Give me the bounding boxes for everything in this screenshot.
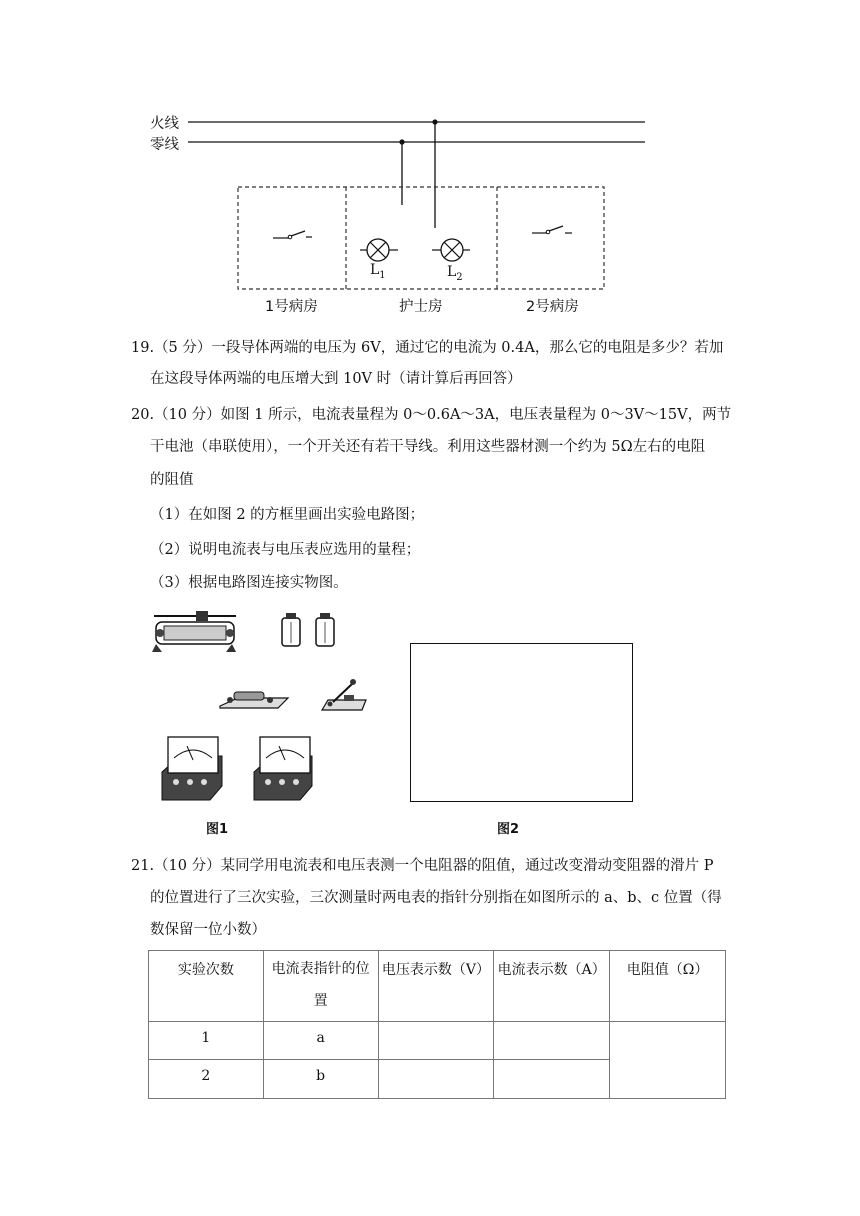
results-table <box>148 950 726 1099</box>
cell-voltage <box>378 1022 494 1060</box>
switch-1-symbol <box>273 231 312 239</box>
q21-line-1: 21.（10 分）某同学用电流表和电压表测一个电阻器的阻值，通过改变滑动变阻器的滑片 P <box>131 858 714 874</box>
lamp-l2-symbol <box>432 239 470 261</box>
q20-line-3: 的阻值 <box>150 472 194 488</box>
lamp-l1-label: $L_1$ <box>370 262 386 281</box>
q19-line-1: 19.（5 分）一段导体两端的电压为 6V，通过它的电流为 0.4A，那么它的电阻是多少？若加 <box>131 340 724 356</box>
rooms-outline <box>238 187 604 289</box>
live-wire-label: 火线 <box>150 116 179 132</box>
switch-2-symbol <box>532 226 572 234</box>
rheostat-drawing <box>152 611 236 652</box>
room-2-label: 2号病房 <box>526 299 579 315</box>
header-resistance: 电阻值（Ω） <box>610 951 726 1022</box>
neutral-wire-label: 零线 <box>150 137 179 153</box>
lamp-l1-symbol <box>360 239 398 261</box>
cell-current <box>494 1022 610 1060</box>
cell-trial: 1 <box>149 1022 264 1060</box>
cell-resistance <box>610 1022 726 1099</box>
nurse-room-label: 护士房 <box>399 299 443 315</box>
lamp-l2-label: $L_2$ <box>447 264 463 283</box>
q20-line-2: 干电池（串联使用），一个开关还有若干导线。利用这些器材测一个约为 5Ω左右的电阻 <box>150 439 706 455</box>
cell-voltage <box>378 1060 494 1099</box>
q20-sub-2: （2）说明电流表与电压表应选用的量程； <box>150 542 421 558</box>
table-header-row <box>149 951 726 1022</box>
cell-current <box>494 1060 610 1099</box>
voltmeter-drawing <box>254 737 312 800</box>
q21-line-2: 的位置进行了三次实验，三次测量时两电表的指针分别指在如图所示的 a、b、c 位置（得 <box>150 890 722 906</box>
fig1-caption: 图1 <box>206 822 229 837</box>
q20-line-1: 20.（10 分）如图 1 所示，电流表量程为 0～0.6A～3A，电压表量程为 0～3V～15V，两节 <box>131 407 732 423</box>
q19-line-2: 在这段导体两端的电压增大到 10V 时（请计算后再回答） <box>150 371 522 387</box>
battery-drawing <box>316 613 334 646</box>
q20-sub-1: （1）在如图 2 的方框里画出实验电路图； <box>150 507 425 523</box>
fig2-caption: 图2 <box>497 822 520 837</box>
header-trial: 实验次数 <box>149 951 264 1022</box>
cell-trial: 2 <box>149 1060 264 1099</box>
q20-sub-3: （3）根据电路图连接实物图。 <box>150 575 348 591</box>
header-current: 电流表示数（A） <box>494 951 610 1022</box>
cell-position: a <box>263 1022 378 1060</box>
ammeter-drawing <box>162 737 222 800</box>
answer-box <box>410 643 633 802</box>
header-pointer-position: 电流表指针的位 置 <box>263 951 378 1022</box>
battery-drawing <box>282 613 300 646</box>
room-1-label: 1号病房 <box>265 299 318 315</box>
cell-position: b <box>263 1060 378 1099</box>
knife-switch-drawing <box>322 679 366 710</box>
circuit-diagram <box>0 0 860 320</box>
table-row <box>149 1022 726 1060</box>
q21-line-3: 数保留一位小数） <box>150 922 266 938</box>
resistor-drawing <box>220 692 288 708</box>
apparatus-figure <box>0 600 400 810</box>
header-voltage: 电压表示数（V） <box>378 951 494 1022</box>
